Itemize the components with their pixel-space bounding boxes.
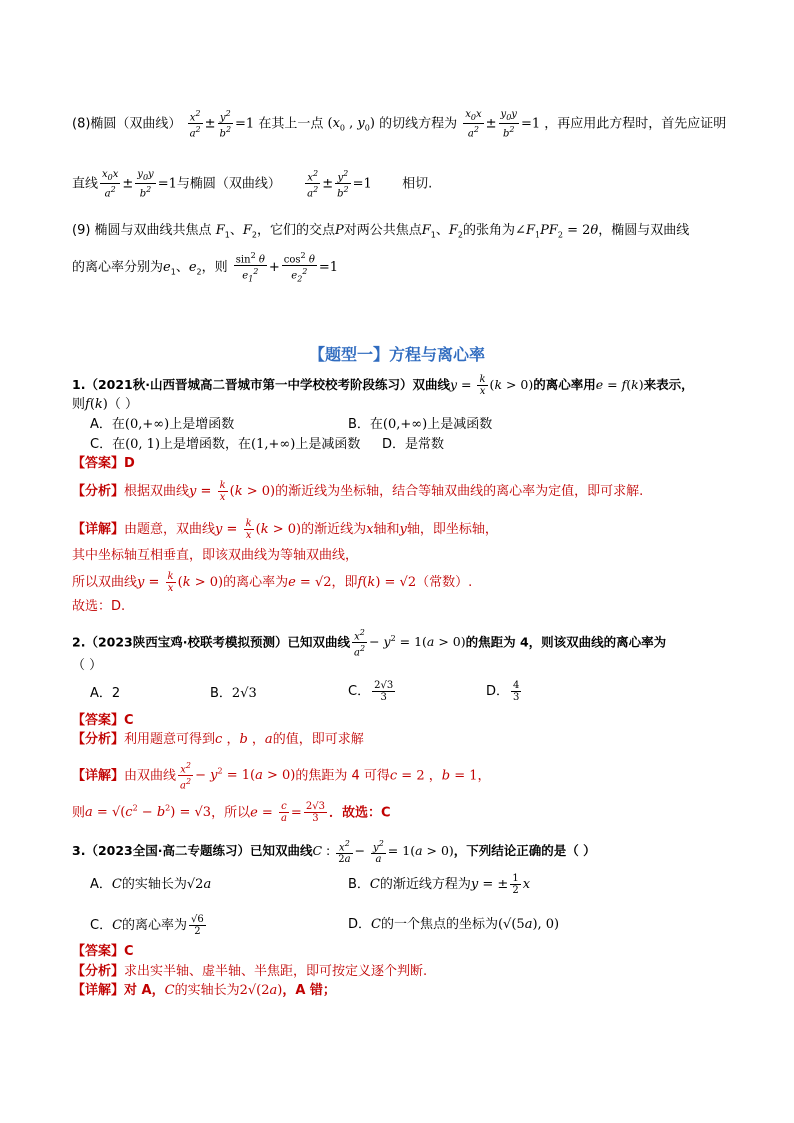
p9-text-f: 的离心率分别为: [72, 259, 164, 275]
q2-paren-text: （ ）: [72, 658, 103, 673]
q1-analysis-a: 根据双曲线: [124, 484, 190, 499]
q2-line2-a: 则: [72, 805, 86, 821]
q1-option-d[interactable]: [382, 437, 444, 453]
q1-line3-d: （常数）.: [416, 575, 473, 590]
formula: ($x_0$ , $y_0$): [327, 116, 375, 133]
formula: $\frac{y_0y}{b^2}$: [137, 168, 154, 199]
q3-opt-c-b: 的离心率为: [122, 918, 188, 933]
detail-tag: 【详解】: [72, 522, 125, 537]
q2-stem-a: 2.（2023陕西宝鸡·校联考模拟预测）已知双曲线: [72, 634, 350, 650]
q2-option-b[interactable]: B．2√3: [210, 686, 257, 701]
q1-stem-c: 来表示，: [643, 377, 694, 392]
p9-text-a: (9) 椭圆与双曲线共焦点: [72, 223, 212, 238]
detail-tag: 【详解】: [72, 983, 125, 998]
q3-opt-d-a: D．: [348, 917, 372, 932]
answer-tag: 【答案】: [72, 713, 125, 728]
q2-stem-b: 的焦距为 4，则该双曲线的离心率为: [465, 634, 667, 650]
q1-line3-b: 的离心率为: [223, 575, 289, 590]
p9-line1: (9) 椭圆与双曲线共焦点 $F_1$、$F_2$，它们的交点P对两公共焦点$F_1$、$F_2$的张角为$\angle F_1PF_2 = 2\theta$，椭圆与双曲线: [72, 223, 690, 240]
q1-final-text: 故选：D.: [72, 599, 126, 614]
q3-option-c[interactable]: C．C的离心率为 $\frac{√6}{2}$: [90, 914, 204, 937]
analysis-tag: 【分析】: [72, 732, 125, 747]
q1-stem-d: 则: [72, 397, 86, 412]
answer-value: C: [124, 944, 134, 959]
q1-opt-d: D．是常数: [382, 437, 445, 452]
q3-option-a[interactable]: A．C的实轴长为√2a: [90, 877, 212, 892]
q2-option-d[interactable]: D． $\frac{4}{3}$: [486, 680, 520, 703]
p8-text-a: (8)椭圆（双曲线）: [72, 116, 182, 132]
q2-line2-c: ．故选：C: [328, 805, 391, 821]
q3-option-b[interactable]: B．C的渐近线方程为y = ± $\frac{1}{2}$ x: [348, 873, 531, 896]
q2-detail-a: 由双曲线: [124, 768, 177, 784]
formula: $\frac{x_0x}{a^2}$: [102, 168, 119, 199]
q3-stem: 3.（2023全国·高二专题练习）已知双曲线C : $\frac{x^2}{2a}$ − $\frac{y^2}{a}$ = 1(a > 0)，下列结论正确的是（ ）: [72, 839, 596, 866]
formula: $\frac{x_0x}{a^2}$: [465, 108, 482, 139]
q3-opt-c-a: C．: [90, 918, 113, 933]
q2-detail-line2: 则$a = √(c^2 - b^2) = √3$，所以e = $\frac{c}{a}$ = $\frac{2√3}{3}$ ．故选：C: [72, 801, 391, 825]
answer-tag: 【答案】: [72, 944, 125, 959]
analysis-tag: 【分析】: [72, 964, 125, 979]
q1-option-c[interactable]: C．在(0, 1)上是增函数，在(1,+∞)上是减函数: [90, 437, 361, 452]
q2-opt-d: D．: [486, 684, 510, 699]
q1-analysis: 【分析】根据双曲线y = $\frac{k}{x}$ (k > 0)的渐近线为坐标轴，结合等轴双曲线的离心率为定值，即可求解.: [72, 480, 644, 503]
q1-stem-e: （ ）: [107, 397, 139, 412]
p8-line1: (8)椭圆（双曲线） $\frac{x^2}{a^2}$ ± $\frac{y^2}{b^2}$ =1 在其上一点 ($x_0$ , $y_0$) 的切线方程为 $\frac{x_0x}{a^2}$ ± $\frac{y_0y}{b^2}$ =1 ，再应用此方程时，首先应证明: [72, 108, 727, 140]
q3-detail: 【详解】对 A，C的实轴长为2√(2a)，A 错；: [72, 983, 336, 998]
formula: $\frac{y^2}{b^2}$: [219, 109, 232, 140]
q2-opt-c: C．: [348, 684, 371, 699]
p8-text-e: 直线: [72, 176, 99, 192]
p8-text-g: 相切.: [402, 176, 433, 192]
q2-detail-b: 的焦距为 4 可得: [295, 768, 390, 784]
q1-opt-a-a: A．在: [90, 417, 125, 432]
q2-opt-a: A．2: [90, 686, 121, 701]
p9-text-c: 对两公共焦点: [343, 223, 422, 238]
formula: $\frac{y_0y}{b^2}$: [500, 108, 517, 139]
q3-detail-c: ，A 错；: [282, 983, 336, 998]
q1-detail-b: 的渐近线为: [301, 522, 367, 537]
formula: $\frac{x^2}{a^2}$: [307, 169, 319, 200]
q2-option-a[interactable]: [90, 686, 120, 702]
q1-line3-c: ，即: [331, 575, 358, 590]
q1-opt-a-b: 上是增函数: [169, 417, 235, 432]
q1-option-a[interactable]: A．在(0,+∞)上是增函数: [90, 417, 235, 432]
p8-text-f: 与椭圆（双曲线）: [176, 176, 281, 192]
p9-text-d: 的张角为: [463, 223, 516, 238]
q1-detail: 【详解】由题意，双曲线y = $\frac{k}{x}$ (k > 0)的渐近线为x轴和y轴，即坐标轴，: [72, 518, 498, 541]
q1-opt-b-a: B．在: [348, 417, 383, 432]
q3-opt-b-b: 的渐近线方程为: [379, 877, 471, 892]
q1-opt-c-c: 上是减函数: [295, 437, 361, 452]
q3-stem-a: 3.（2023全国·高二专题练习）已知双曲线: [72, 843, 313, 859]
q3-answer: [72, 944, 134, 960]
p9-text-b: ，它们的交点: [256, 223, 335, 238]
q2-opt-b: B．: [210, 686, 232, 701]
q1-opt-c-b: 上是增函数，在: [160, 437, 252, 452]
q1-detail-line3: 所以双曲线y = $\frac{k}{x}$ (k > 0)的离心率为e = √2，即f(k) = √2（常数）.: [72, 571, 473, 594]
q2-analysis: 【分析】利用题意可得到c ，b ，a的值，即可求解: [72, 732, 364, 747]
answer-tag: 【答案】: [72, 456, 125, 471]
q3-opt-b-a: B．: [348, 877, 370, 892]
q2-detail: 【详解】由双曲线 $\frac{x^2}{a^2}$ − $y^2 = 1(a > 0)$的焦距为 4 可得c = 2 ，b = 1，: [72, 761, 491, 792]
q1-detail-line2: [72, 548, 358, 564]
q1-stem: 1.（2021秋·山西晋城高二晋城市第一中学校校考阶段练习）双曲线y = $\frac{k}{x}$ (k > 0)的离心率用e = f(k)来表示，: [72, 374, 694, 397]
p9-line2: 的离心率分别为$e_1$、$e_2$，则 $\frac{\sin^2 \theta}{e_1^2}$ + $\frac{\cos^2 \theta}{e_2^2}$ =1: [72, 251, 339, 284]
p8-text-d: ，再应用此方程时，首先应证明: [544, 116, 727, 132]
q1-analysis-b: 的渐近线为坐标轴，结合等轴双曲线的离心率为定值，即可求解.: [275, 484, 644, 499]
q1-line2: 其中坐标轴互相垂直，即该双曲线为等轴双曲线，: [72, 548, 359, 563]
q1-detail-d: 轴，即坐标轴，: [406, 522, 498, 537]
q3-analysis-text: 求出实半轴、虚半轴、半焦距，即可按定义逐个判断.: [124, 964, 428, 979]
q2-stem: 2.（2023陕西宝鸡·校联考模拟预测）已知双曲线 $\frac{x^2}{a^2}$ − $y^2 = 1(a > 0)$的焦距为 4，则该双曲线的离心率为: [72, 628, 667, 659]
q1-option-b[interactable]: B．在(0,+∞)上是减函数: [348, 417, 493, 432]
q2-answer: [72, 713, 134, 729]
answer-value: D: [124, 456, 135, 471]
q3-analysis: [72, 964, 427, 980]
q3-option-d[interactable]: D．C的一个焦点的坐标为(√(5a), 0): [348, 917, 560, 932]
q2-paren: [72, 658, 102, 674]
q1-opt-b-b: 上是减函数: [427, 417, 493, 432]
analysis-tag: 【分析】: [72, 484, 125, 499]
q1-detail-a: 由题意，双曲线: [124, 522, 216, 537]
p8-text-b: 在其上一点: [258, 116, 324, 132]
p9-text-g: ，则: [201, 259, 228, 275]
p9-text-e: ，椭圆与双曲线: [598, 223, 690, 238]
answer-value: C: [124, 713, 134, 728]
q1-final: [72, 599, 125, 615]
q1-stem-line2: 则f(k)（ ）: [72, 397, 139, 412]
q3-detail-b: 的实轴长为: [174, 983, 240, 998]
q1-line3-a: 所以双曲线: [72, 575, 138, 590]
q2-analysis-b: 的值，即可求解: [272, 732, 364, 747]
q1-stem-b: 的离心率用: [533, 377, 596, 392]
q2-line2-b: ，所以: [211, 805, 251, 821]
formula: $\frac{\cos^2 \theta}{e_2^2}$: [283, 251, 315, 284]
formula: $\frac{x^2}{a^2}$: [189, 109, 201, 140]
detail-tag: 【详解】: [72, 768, 125, 784]
q3-opt-a-a: A．: [90, 877, 112, 892]
q1-opt-c-a: C．在: [90, 437, 126, 452]
q3-stem-b: ，下列结论正确的是（ ）: [453, 843, 596, 859]
formula: $\frac{y^2}{b^2}$: [337, 169, 349, 200]
q1-detail-c: 轴和: [373, 522, 400, 537]
q3-opt-d-b: 的一个焦点的坐标为: [380, 917, 498, 932]
p8-line2: 直线 $\frac{x_0x}{a^2}$ ± $\frac{y_0y}{b^2}$ =1与椭圆（双曲线） $\frac{x^2}{a^2}$ ± $\frac{y^2}{b^2}$ =1 相切.: [72, 168, 433, 200]
q1-stem-a: 1.（2021秋·山西晋城高二晋城市第一中学校校考阶段练习）双曲线: [72, 377, 450, 392]
q1-answer: [72, 456, 135, 472]
p8-text-c: 的切线方程为: [379, 116, 458, 132]
q2-analysis-a: 利用题意可得到: [124, 732, 216, 747]
q3-opt-a-b: 的实轴长为: [121, 877, 187, 892]
q3-detail-a: 对 A，: [124, 983, 165, 998]
section-title: 【题型一】方程与离心率: [308, 345, 485, 364]
formula: $\frac{\sin^2 \theta}{e_1^2}$: [235, 251, 265, 284]
q2-option-c[interactable]: C． $\frac{2√3}{3}$: [348, 680, 394, 703]
